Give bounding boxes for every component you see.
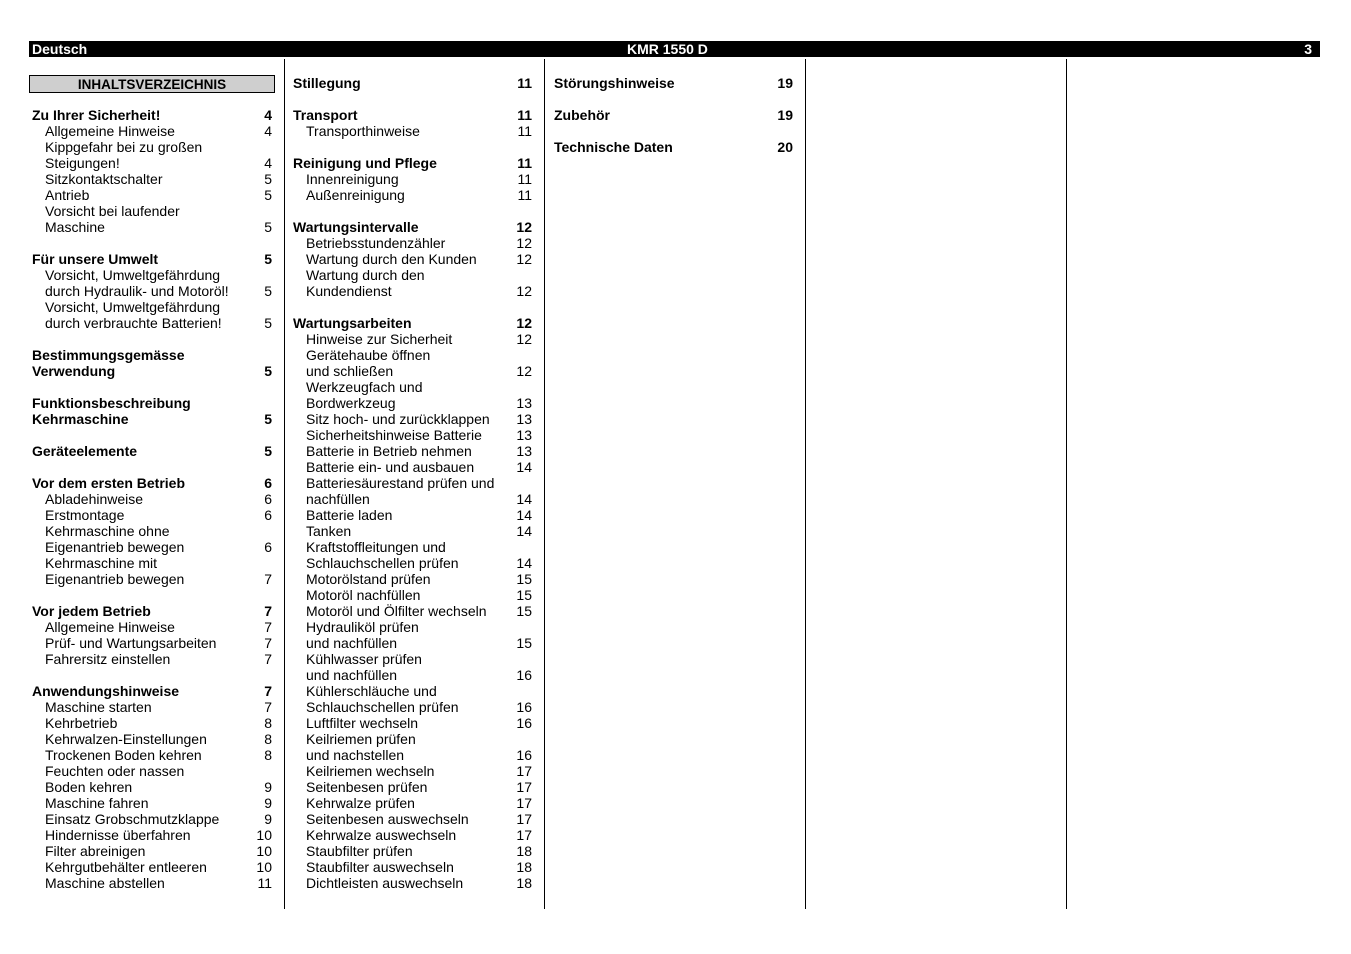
toc-entry-page: 12 bbox=[516, 235, 532, 251]
toc-subentry bbox=[290, 171, 538, 187]
toc-entry-title: Kehrwalze prüfen bbox=[306, 795, 415, 811]
toc-section-entry bbox=[29, 347, 278, 363]
toc-entry-title: Maschine starten bbox=[45, 699, 152, 715]
toc-entry-title: Bestimmungsgemässe bbox=[32, 347, 185, 363]
column-divider bbox=[1066, 59, 1067, 909]
toc-subentry bbox=[29, 779, 278, 795]
toc-entry-title: Tanken bbox=[306, 523, 352, 539]
toc-entry-page: 5 bbox=[264, 187, 272, 203]
toc-list bbox=[290, 75, 538, 891]
toc-list bbox=[551, 75, 799, 155]
toc-entry-page: 8 bbox=[264, 731, 272, 747]
toc-entry-page: 7 bbox=[264, 651, 272, 667]
toc-entry-page: 12 bbox=[516, 219, 532, 235]
toc-entry-title: Transport bbox=[293, 107, 358, 123]
toc-entry-title: und schließen bbox=[306, 363, 394, 379]
toc-subentry bbox=[290, 651, 538, 667]
toc-entry-title: Zu Ihrer Sicherheit! bbox=[32, 107, 161, 123]
toc-subentry bbox=[290, 235, 538, 251]
toc-subentry bbox=[29, 699, 278, 715]
toc-list bbox=[29, 107, 278, 891]
toc-entry-page: 15 bbox=[516, 603, 532, 619]
toc-entry-title: Boden kehren bbox=[45, 779, 133, 795]
toc-entry-page: 5 bbox=[264, 171, 272, 187]
toc-entry-title: Hinweise zur Sicherheit bbox=[306, 331, 453, 347]
toc-entry-title: Kehrmaschine mit bbox=[45, 555, 158, 571]
toc-entry-page: 16 bbox=[516, 747, 532, 763]
toc-entry-page: 4 bbox=[264, 123, 272, 139]
toc-entry-title: Staubfilter auswechseln bbox=[306, 859, 454, 875]
toc-subentry bbox=[290, 443, 538, 459]
toc-subentry bbox=[290, 827, 538, 843]
toc-spacer bbox=[29, 235, 278, 251]
toc-entry-title: Kühlwasser prüfen bbox=[306, 651, 422, 667]
toc-subentry bbox=[290, 267, 538, 283]
toc-spacer bbox=[29, 587, 278, 603]
toc-subentry bbox=[290, 427, 538, 443]
toc-subentry bbox=[290, 619, 538, 635]
toc-subentry bbox=[290, 731, 538, 747]
toc-spacer bbox=[290, 91, 538, 107]
toc-subentry bbox=[290, 507, 538, 523]
toc-entry-page: 12 bbox=[516, 331, 532, 347]
toc-subentry bbox=[290, 875, 538, 891]
toc-subentry bbox=[290, 715, 538, 731]
toc-subentry bbox=[290, 683, 538, 699]
toc-section-entry bbox=[29, 443, 278, 459]
toc-entry-title: Dichtleisten auswechseln bbox=[306, 875, 464, 891]
header-model: KMR 1550 D bbox=[627, 41, 708, 57]
toc-entry-page: 10 bbox=[256, 827, 272, 843]
toc-entry-title: Antrieb bbox=[45, 187, 90, 203]
toc-subentry bbox=[29, 187, 278, 203]
toc-subentry bbox=[290, 763, 538, 779]
toc-subentry bbox=[290, 811, 538, 827]
toc-subentry bbox=[29, 203, 278, 219]
toc-entry-title: Eigenantrieb bewegen bbox=[45, 571, 185, 587]
toc-subentry bbox=[29, 155, 278, 171]
toc-entry-page: 13 bbox=[516, 443, 532, 459]
toc-subentry bbox=[290, 859, 538, 875]
toc-entry-title: Batterie in Betrieb nehmen bbox=[306, 443, 472, 459]
toc-subentry bbox=[29, 171, 278, 187]
toc-entry-title: Kundendienst bbox=[306, 283, 392, 299]
toc-entry-page: 15 bbox=[516, 571, 532, 587]
toc-spacer bbox=[29, 667, 278, 683]
toc-section-entry bbox=[551, 107, 799, 123]
toc-entry-title: Wartungsintervalle bbox=[293, 219, 419, 235]
toc-entry-page: 17 bbox=[516, 827, 532, 843]
toc-entry-page: 7 bbox=[264, 603, 272, 619]
toc-entry-page: 15 bbox=[516, 635, 532, 651]
toc-title: INHALTSVERZEICHNIS bbox=[29, 75, 275, 93]
toc-entry-page: 12 bbox=[516, 283, 532, 299]
toc-entry-title: Abladehinweise bbox=[45, 491, 144, 507]
toc-entry-page: 7 bbox=[264, 571, 272, 587]
toc-entry-title: Wartung durch den Kunden bbox=[306, 251, 477, 267]
toc-entry-page: 7 bbox=[264, 699, 272, 715]
toc-entry-title: Sitz hoch- und zurückklappen bbox=[306, 411, 490, 427]
toc-entry-page: 19 bbox=[777, 107, 793, 123]
toc-subentry bbox=[29, 523, 278, 539]
toc-subentry bbox=[290, 363, 538, 379]
toc-entry-page: 4 bbox=[264, 155, 272, 171]
column-divider bbox=[284, 59, 285, 909]
toc-entry-title: Filter abreinigen bbox=[45, 843, 146, 859]
toc-entry-page: 16 bbox=[516, 715, 532, 731]
toc-subentry bbox=[290, 283, 538, 299]
toc-subentry bbox=[29, 507, 278, 523]
toc-entry-title: Einsatz Grobschmutzklappe bbox=[45, 811, 220, 827]
toc-entry-title: Steigungen! bbox=[45, 155, 120, 171]
toc-entry-title: Kehrmaschine ohne bbox=[45, 523, 170, 539]
toc-entry-page: 11 bbox=[517, 171, 532, 187]
toc-subentry bbox=[290, 667, 538, 683]
toc-entry-page: 14 bbox=[516, 555, 532, 571]
toc-entry-title: Geräteelemente bbox=[32, 443, 138, 459]
toc-entry-page: 5 bbox=[264, 443, 272, 459]
toc-subentry bbox=[29, 267, 278, 283]
toc-subentry bbox=[290, 459, 538, 475]
toc-section-entry bbox=[29, 411, 278, 427]
toc-entry-title: Allgemeine Hinweise bbox=[45, 123, 175, 139]
toc-subentry bbox=[29, 539, 278, 555]
toc-entry-title: Reinigung und Pflege bbox=[293, 155, 437, 171]
toc-spacer bbox=[551, 91, 799, 107]
toc-entry-title: Motoröl und Ölfilter wechseln bbox=[306, 603, 487, 619]
toc-entry-title: Feuchten oder nassen bbox=[45, 763, 185, 779]
toc-subentry bbox=[290, 587, 538, 603]
toc-subentry bbox=[29, 763, 278, 779]
toc-spacer bbox=[29, 331, 278, 347]
toc-entry-page: 12 bbox=[516, 363, 532, 379]
toc-spacer bbox=[29, 459, 278, 475]
toc-entry-page: 6 bbox=[264, 475, 272, 491]
toc-entry-title: Bordwerkzeug bbox=[306, 395, 396, 411]
toc-spacer bbox=[290, 299, 538, 315]
toc-subentry bbox=[29, 219, 278, 235]
toc-subentry bbox=[290, 603, 538, 619]
toc-subentry bbox=[290, 187, 538, 203]
toc-section-entry bbox=[290, 107, 538, 123]
toc-entry-page: 5 bbox=[264, 251, 272, 267]
toc-entry-page: 7 bbox=[264, 683, 272, 699]
toc-entry-page: 5 bbox=[264, 411, 272, 427]
toc-entry-title: Prüf- und Wartungsarbeiten bbox=[45, 635, 217, 651]
toc-entry-page: 14 bbox=[516, 507, 532, 523]
toc-entry-title: Staubfilter prüfen bbox=[306, 843, 413, 859]
toc-entry-page: 13 bbox=[516, 427, 532, 443]
toc-entry-title: durch Hydraulik- und Motoröl! bbox=[45, 283, 229, 299]
toc-entry-page: 12 bbox=[516, 315, 532, 331]
toc-section-entry bbox=[551, 75, 799, 91]
toc-entry-title: Schlauchschellen prüfen bbox=[306, 555, 459, 571]
header-page-number: 3 bbox=[1304, 41, 1312, 57]
toc-entry-page: 18 bbox=[516, 843, 532, 859]
column-divider bbox=[805, 59, 806, 909]
toc-entry-page: 11 bbox=[517, 75, 532, 91]
toc-entry-title: Motorölstand prüfen bbox=[306, 571, 431, 587]
toc-subentry bbox=[290, 347, 538, 363]
toc-entry-page: 11 bbox=[517, 155, 532, 171]
toc-entry-title: Vorsicht, Umweltgefährdung bbox=[45, 267, 221, 283]
toc-entry-page: 14 bbox=[516, 523, 532, 539]
toc-entry-page: 18 bbox=[516, 859, 532, 875]
toc-section-entry bbox=[290, 219, 538, 235]
toc-entry-title: Batteriesäurestand prüfen und bbox=[306, 475, 495, 491]
toc-entry-title: Vor dem ersten Betrieb bbox=[32, 475, 186, 491]
toc-entry-title: Fahrersitz einstellen bbox=[45, 651, 171, 667]
toc-entry-title: Keilriemen prüfen bbox=[306, 731, 416, 747]
toc-entry-title: Kehrbetrieb bbox=[45, 715, 118, 731]
toc-entry-title: Kehrwalze auswechseln bbox=[306, 827, 457, 843]
toc-subentry bbox=[290, 795, 538, 811]
toc-entry-page: 12 bbox=[516, 251, 532, 267]
toc-entry-page: 20 bbox=[777, 139, 793, 155]
toc-subentry bbox=[29, 875, 278, 891]
toc-entry-title: Stillegung bbox=[293, 75, 361, 91]
toc-entry-title: Hydrauliköl prüfen bbox=[306, 619, 419, 635]
toc-section-entry bbox=[29, 107, 278, 123]
toc-subentry bbox=[29, 635, 278, 651]
toc-section-entry bbox=[29, 363, 278, 379]
toc-subentry bbox=[29, 619, 278, 635]
toc-entry-page: 5 bbox=[264, 219, 272, 235]
toc-entry-page: 17 bbox=[516, 811, 532, 827]
header-language: Deutsch bbox=[32, 41, 88, 57]
toc-entry-title: Funktionsbeschreibung bbox=[32, 395, 191, 411]
toc-entry-title: Wartung durch den bbox=[306, 267, 425, 283]
toc-subentry bbox=[29, 795, 278, 811]
toc-entry-page: 5 bbox=[264, 283, 272, 299]
toc-entry-title: Transporthinweise bbox=[306, 123, 420, 139]
toc-entry-page: 13 bbox=[516, 411, 532, 427]
toc-subentry bbox=[290, 555, 538, 571]
toc-entry-page: 14 bbox=[516, 459, 532, 475]
toc-subentry bbox=[29, 299, 278, 315]
toc-entry-title: Maschine fahren bbox=[45, 795, 149, 811]
toc-entry-page: 17 bbox=[516, 763, 532, 779]
toc-entry-page: 5 bbox=[264, 363, 272, 379]
toc-entry-page: 17 bbox=[516, 795, 532, 811]
toc-entry-page: 19 bbox=[777, 75, 793, 91]
toc-subentry bbox=[29, 651, 278, 667]
toc-column-1 bbox=[29, 59, 278, 909]
toc-subentry bbox=[29, 123, 278, 139]
toc-subentry bbox=[29, 859, 278, 875]
toc-entry-page: 9 bbox=[264, 795, 272, 811]
toc-entry-title: und nachfüllen bbox=[306, 635, 398, 651]
toc-entry-page: 11 bbox=[257, 875, 272, 891]
toc-entry-title: Maschine bbox=[45, 219, 105, 235]
toc-entry-title: Wartungsarbeiten bbox=[293, 315, 412, 331]
toc-section-entry bbox=[290, 155, 538, 171]
toc-entry-title: Sicherheitshinweise Batterie bbox=[306, 427, 482, 443]
toc-column-2 bbox=[290, 59, 538, 909]
toc-subentry bbox=[290, 699, 538, 715]
toc-entry-page: 11 bbox=[517, 123, 532, 139]
toc-entry-page: 13 bbox=[516, 395, 532, 411]
toc-subentry bbox=[290, 747, 538, 763]
toc-entry-title: Zubehör bbox=[554, 107, 610, 123]
toc-section-entry bbox=[29, 603, 278, 619]
toc-entry-page: 18 bbox=[516, 875, 532, 891]
toc-entry-page: 6 bbox=[264, 507, 272, 523]
toc-entry-title: Batterie ein- und ausbauen bbox=[306, 459, 475, 475]
toc-entry-page: 11 bbox=[517, 187, 532, 203]
toc-entry-title: Kehrwalzen-Einstellungen bbox=[45, 731, 207, 747]
toc-entry-page: 4 bbox=[264, 107, 272, 123]
toc-subentry bbox=[290, 331, 538, 347]
toc-subentry bbox=[290, 123, 538, 139]
toc-section-entry bbox=[29, 251, 278, 267]
toc-subentry bbox=[290, 635, 538, 651]
toc-entry-title: Kehrgutbehälter entleeren bbox=[45, 859, 207, 875]
toc-entry-page: 7 bbox=[264, 635, 272, 651]
toc-entry-title: Maschine abstellen bbox=[45, 875, 165, 891]
toc-entry-page: 10 bbox=[256, 859, 272, 875]
toc-entry-page: 10 bbox=[256, 843, 272, 859]
toc-column-3 bbox=[551, 59, 799, 909]
toc-entry-title: Werkzeugfach und bbox=[306, 379, 423, 395]
toc-entry-page: 14 bbox=[516, 491, 532, 507]
toc-subentry bbox=[29, 491, 278, 507]
toc-entry-title: Verwendung bbox=[32, 363, 116, 379]
toc-section-entry bbox=[29, 683, 278, 699]
toc-subentry bbox=[29, 811, 278, 827]
toc-entry-page: 17 bbox=[516, 779, 532, 795]
toc-entry-title: Seitenbesen prüfen bbox=[306, 779, 428, 795]
toc-entry-title: Technische Daten bbox=[554, 139, 673, 155]
toc-entry-title: und nachfüllen bbox=[306, 667, 398, 683]
toc-spacer bbox=[290, 139, 538, 155]
toc-subentry bbox=[29, 555, 278, 571]
toc-subentry bbox=[29, 315, 278, 331]
toc-subentry bbox=[290, 571, 538, 587]
toc-entry-page: 7 bbox=[264, 619, 272, 635]
toc-spacer bbox=[29, 379, 278, 395]
toc-entry-title: und nachstellen bbox=[306, 747, 405, 763]
toc-subentry bbox=[29, 747, 278, 763]
toc-entry-title: Sitzkontaktschalter bbox=[45, 171, 163, 187]
toc-subentry bbox=[290, 843, 538, 859]
toc-spacer bbox=[290, 203, 538, 219]
toc-subentry bbox=[290, 539, 538, 555]
toc-subentry bbox=[290, 779, 538, 795]
toc-subentry bbox=[29, 283, 278, 299]
toc-section-entry bbox=[290, 315, 538, 331]
toc-entry-title: Motoröl nachfüllen bbox=[306, 587, 421, 603]
toc-entry-title: Keilriemen wechseln bbox=[306, 763, 435, 779]
toc-entry-page: 15 bbox=[516, 587, 532, 603]
toc-subentry bbox=[290, 395, 538, 411]
toc-entry-page: 16 bbox=[516, 667, 532, 683]
toc-subentry bbox=[29, 827, 278, 843]
toc-section-entry bbox=[29, 475, 278, 491]
toc-subentry bbox=[290, 251, 538, 267]
column-divider bbox=[544, 59, 545, 909]
toc-subentry bbox=[290, 475, 538, 491]
toc-entry-title: nachfüllen bbox=[306, 491, 370, 507]
toc-section-entry bbox=[551, 139, 799, 155]
toc-entry-title: Kippgefahr bei zu großen bbox=[45, 139, 203, 155]
toc-subentry bbox=[29, 571, 278, 587]
toc-entry-title: Für unsere Umwelt bbox=[32, 251, 159, 267]
toc-entry-title: Erstmontage bbox=[45, 507, 125, 523]
toc-entry-title: Schlauchschellen prüfen bbox=[306, 699, 459, 715]
toc-entry-title: Kraftstoffleitungen und bbox=[306, 539, 446, 555]
toc-entry-title: Kehrmaschine bbox=[32, 411, 129, 427]
toc-entry-title: Kühlerschläuche und bbox=[306, 683, 437, 699]
toc-subentry bbox=[29, 139, 278, 155]
toc-entry-title: Anwendungshinweise bbox=[32, 683, 180, 699]
toc-section-entry bbox=[290, 75, 538, 91]
toc-entry-title: Störungshinweise bbox=[554, 75, 675, 91]
toc-entry-page: 8 bbox=[264, 715, 272, 731]
toc-subentry bbox=[29, 731, 278, 747]
toc-entry-page: 9 bbox=[264, 779, 272, 795]
toc-entry-title: Gerätehaube öffnen bbox=[306, 347, 431, 363]
toc-entry-title: Eigenantrieb bewegen bbox=[45, 539, 185, 555]
toc-entry-title: Hindernisse überfahren bbox=[45, 827, 191, 843]
toc-entry-title: Außenreinigung bbox=[306, 187, 405, 203]
toc-subentry bbox=[290, 491, 538, 507]
toc-entry-title: Allgemeine Hinweise bbox=[45, 619, 175, 635]
toc-spacer bbox=[551, 123, 799, 139]
toc-entry-page: 5 bbox=[264, 315, 272, 331]
toc-entry-page: 9 bbox=[264, 811, 272, 827]
toc-entry-page: 6 bbox=[264, 539, 272, 555]
toc-entry-title: Seitenbesen auswechseln bbox=[306, 811, 469, 827]
toc-entry-page: 11 bbox=[517, 107, 532, 123]
toc-entry-title: Vorsicht, Umweltgefährdung bbox=[45, 299, 221, 315]
toc-entry-page: 6 bbox=[264, 491, 272, 507]
toc-subentry bbox=[29, 715, 278, 731]
toc-spacer bbox=[29, 427, 278, 443]
toc-entry-title: durch verbrauchte Batterien! bbox=[45, 315, 222, 331]
toc-entry-title: Vor jedem Betrieb bbox=[32, 603, 151, 619]
toc-entry-title: Batterie laden bbox=[306, 507, 393, 523]
toc-entry-title: Betriebsstundenzähler bbox=[306, 235, 446, 251]
toc-subentry bbox=[290, 523, 538, 539]
toc-subentry bbox=[290, 379, 538, 395]
toc-entry-page: 16 bbox=[516, 699, 532, 715]
toc-entry-title: Luftfilter wechseln bbox=[306, 715, 419, 731]
toc-entry-title: Trockenen Boden kehren bbox=[45, 747, 202, 763]
toc-section-entry bbox=[29, 395, 278, 411]
toc-subentry bbox=[29, 843, 278, 859]
toc-entry-title: Innenreinigung bbox=[306, 171, 399, 187]
page-header bbox=[29, 41, 1320, 57]
toc-subentry bbox=[290, 411, 538, 427]
toc-entry-page: 8 bbox=[264, 747, 272, 763]
toc-entry-title: Vorsicht bei laufender bbox=[45, 203, 180, 219]
